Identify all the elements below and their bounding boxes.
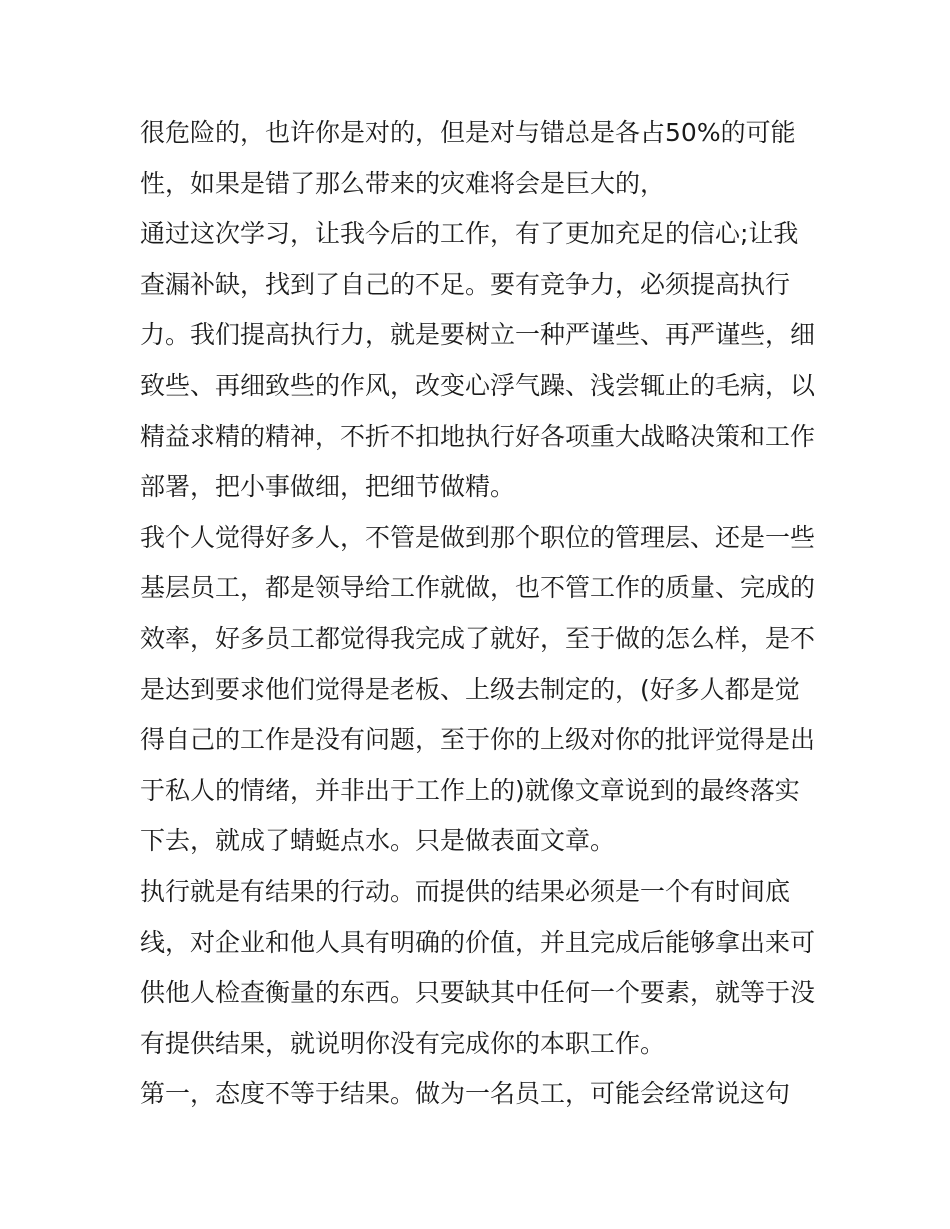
text-line: 是达到要求他们觉得是老板、上级去制定的，(好多人都是觉: [140, 674, 800, 704]
text-line: 通过这次学习，让我今后的工作，有了更加充足的信心;让我: [140, 219, 799, 249]
text-line: 我个人觉得好多人，不管是做到那个职位的管理层、还是一些: [140, 522, 816, 552]
text-line: 执行就是有结果的行动。而提供的结果必须是一个有时间底: [140, 876, 791, 906]
text-line: 查漏补缺，找到了自己的不足。要有竞争力，必须提高执行: [140, 269, 791, 299]
paragraph-1: [140, 108, 820, 209]
text-line: 基层员工，都是领导给工作就做，也不管工作的质量、完成的: [140, 573, 816, 603]
text-line: 第一，态度不等于结果。做为一名员工，可能会经常说这句: [140, 1079, 791, 1109]
text-line: 很危险的，也许你是对的，但是对与错总是各占50%的可能: [140, 118, 796, 147]
text-line: 致些、再细致些的作风，改变心浮气躁、浅尝辄止的毛病，以: [140, 370, 816, 400]
paragraph-3: [140, 513, 820, 867]
text-line: 精益求精的精神，不折不扣地执行好各项重大战略决策和工作: [140, 421, 816, 451]
paragraph-2: [140, 209, 820, 513]
text-line: 性，如果是错了那么带来的灾难将会是巨大的，: [140, 168, 666, 198]
text-line: 得自己的工作是没有问题，至于你的上级对你的批评觉得是出: [140, 725, 816, 755]
text-line: 部署，把小事做细，把细节做精。: [140, 472, 516, 502]
paragraph-4: [140, 867, 820, 1069]
text-line: 效率，好多员工都觉得我完成了就好，至于做的怎么样，是不: [140, 623, 816, 653]
text-line: 力。我们提高执行力，就是要树立一种严谨些、再严谨些，细: [140, 320, 816, 350]
text-line: 有提供结果，就说明你没有完成你的本职工作。: [140, 1028, 666, 1058]
text-line: 线，对企业和他人具有明确的价值，并且完成后能够拿出来可: [140, 927, 816, 957]
text-line: 于私人的情绪，并非出于工作上的)就像文章说到的最终落实: [140, 775, 800, 805]
text-line: 供他人检查衡量的东西。只要缺其中任何一个要素，就等于没: [140, 978, 816, 1008]
document-body: [140, 108, 820, 1120]
paragraph-5: [140, 1069, 820, 1120]
text-line: 下去，就成了蜻蜓点水。只是做表面文章。: [140, 826, 616, 856]
